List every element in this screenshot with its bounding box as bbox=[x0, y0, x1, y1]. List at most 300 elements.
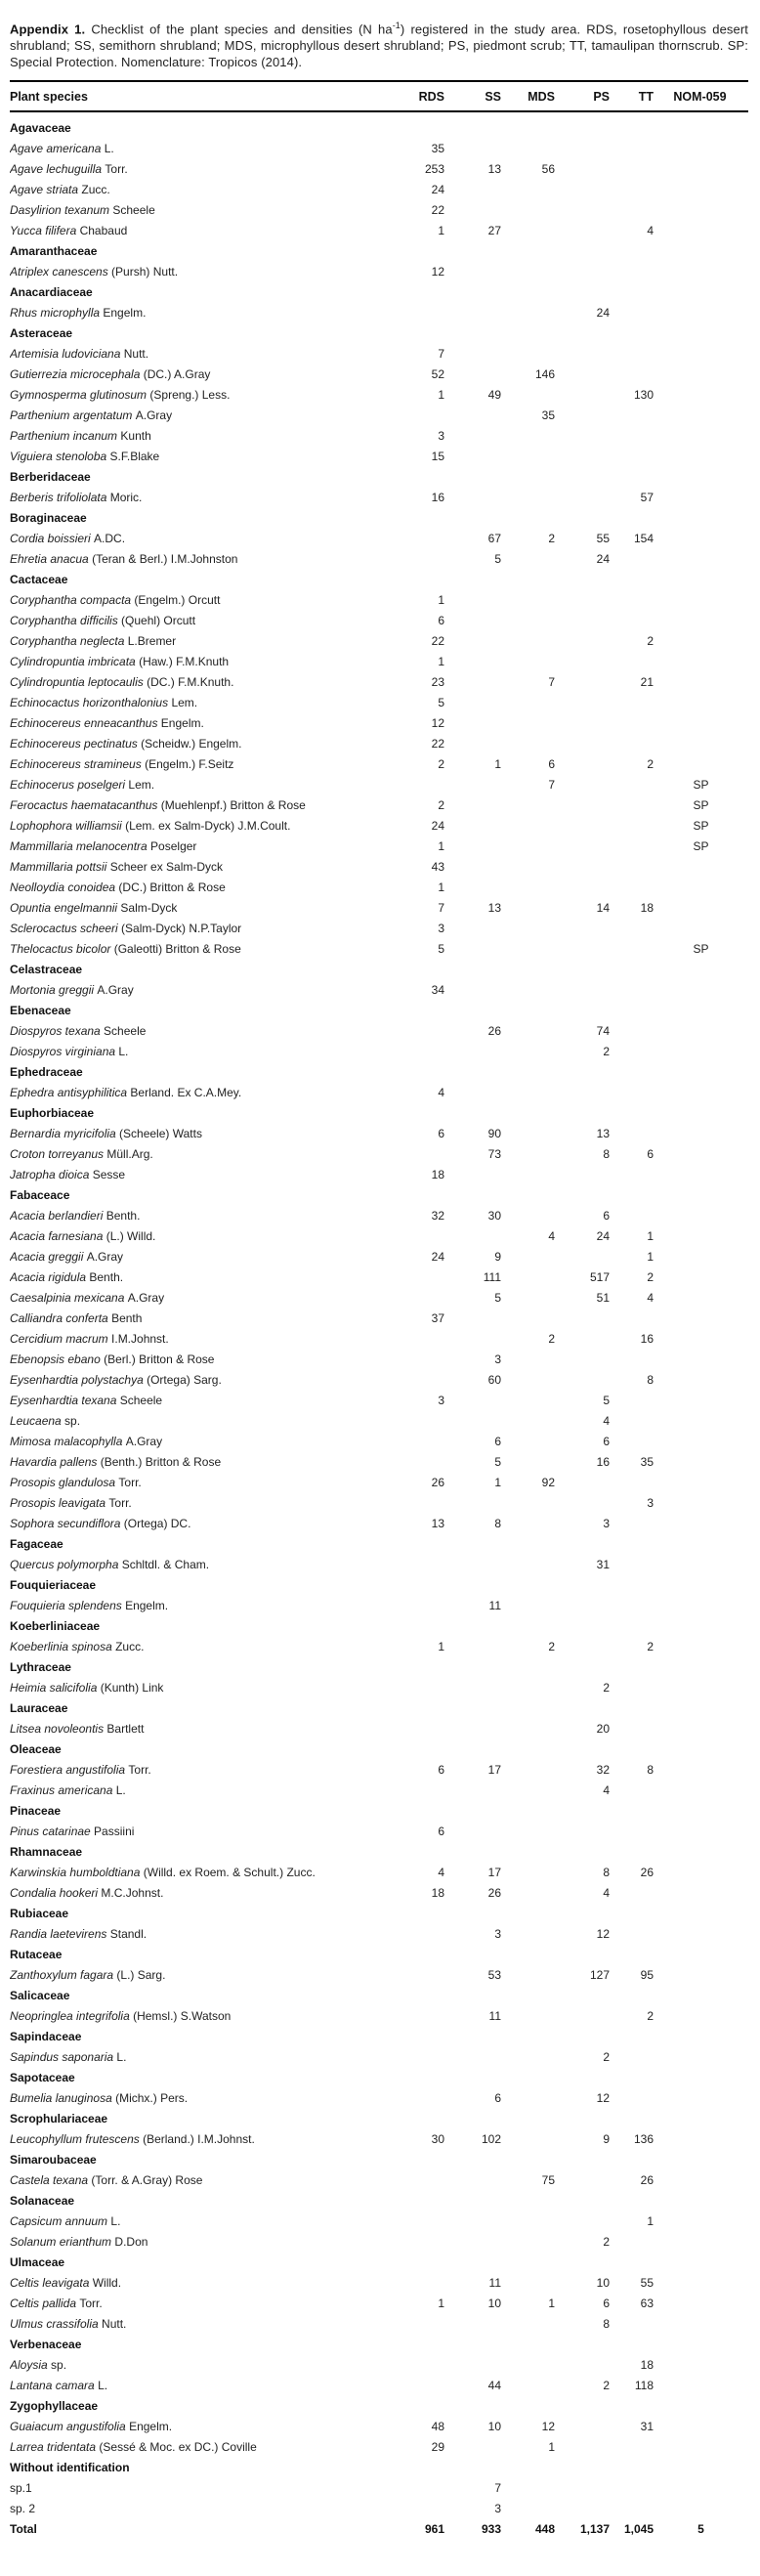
species-name: Mortonia greggii bbox=[10, 982, 95, 997]
density-value: 18 bbox=[640, 2357, 654, 2372]
density-value bbox=[610, 1061, 654, 1082]
nom059-value bbox=[654, 343, 748, 364]
density-value bbox=[501, 281, 555, 302]
species-row bbox=[10, 1964, 748, 1985]
density-value: 6 bbox=[603, 2296, 610, 2310]
density-value bbox=[555, 2190, 610, 2211]
column-header-rds: RDS bbox=[399, 81, 444, 111]
species-cell bbox=[10, 2313, 399, 2334]
species-row bbox=[10, 2046, 748, 2067]
species-cell bbox=[10, 199, 399, 220]
nom059-value bbox=[654, 1636, 748, 1656]
density-value bbox=[555, 425, 610, 446]
nom059-value bbox=[654, 2046, 748, 2067]
species-cell bbox=[10, 1041, 399, 1061]
density-value: 13 bbox=[487, 161, 501, 176]
family-name: Without identification bbox=[10, 2460, 130, 2474]
species-cell bbox=[10, 1882, 399, 1903]
species-cell bbox=[10, 1636, 399, 1656]
density-value: 32 bbox=[596, 1762, 610, 1777]
species-name: Leucophyllum frutescens bbox=[10, 2131, 140, 2146]
density-value bbox=[555, 1184, 610, 1205]
species-row bbox=[10, 774, 748, 794]
density-value bbox=[501, 138, 555, 158]
density-value bbox=[610, 1841, 654, 1862]
species-authority: Torr. bbox=[76, 2296, 103, 2310]
family-row bbox=[10, 2334, 748, 2354]
density-value bbox=[501, 1143, 555, 1164]
density-value: 53 bbox=[487, 1967, 501, 1982]
species-authority: L. bbox=[107, 2213, 121, 2228]
nom059-value bbox=[654, 2190, 748, 2211]
appendix-caption-text-pre: Checklist of the plant species and densities (N ha bbox=[85, 21, 393, 37]
species-row bbox=[10, 589, 748, 610]
species-row bbox=[10, 2313, 748, 2334]
density-value bbox=[501, 1164, 555, 1184]
species-name: Yucca filifera bbox=[10, 223, 77, 237]
density-value bbox=[444, 1718, 501, 1739]
nom059-value bbox=[654, 1205, 748, 1225]
density-value bbox=[501, 1205, 555, 1225]
species-name: Gutierrezia microcephala bbox=[10, 366, 141, 381]
density-value: 4 bbox=[438, 1085, 444, 1099]
density-value bbox=[444, 959, 501, 979]
species-row bbox=[10, 1431, 748, 1451]
species-name: Agave striata bbox=[10, 182, 79, 196]
species-authority: A.DC. bbox=[90, 531, 126, 545]
density-value bbox=[399, 2026, 444, 2046]
density-value bbox=[444, 179, 501, 199]
nom059-value bbox=[654, 111, 748, 138]
density-value: 154 bbox=[633, 531, 654, 545]
density-value bbox=[444, 1677, 501, 1697]
species-row bbox=[10, 343, 748, 364]
species-row bbox=[10, 425, 748, 446]
density-value bbox=[501, 261, 555, 281]
family-name: Koeberliniaceae bbox=[10, 1618, 101, 1633]
density-value: 37 bbox=[431, 1310, 444, 1325]
density-value bbox=[555, 1308, 610, 1328]
density-value bbox=[555, 2457, 610, 2477]
species-authority: Chabaud bbox=[76, 223, 128, 237]
density-value bbox=[444, 774, 501, 794]
density-value bbox=[444, 610, 501, 630]
species-cell bbox=[10, 938, 399, 959]
species-cell bbox=[10, 2436, 399, 2457]
family-row bbox=[10, 1184, 748, 1205]
density-value bbox=[501, 1492, 555, 1513]
nom059-value bbox=[654, 1492, 748, 1513]
species-row bbox=[10, 1636, 748, 1656]
table-body bbox=[10, 111, 748, 2539]
species-name: Echinocactus horizonthalonius bbox=[10, 695, 169, 709]
density-value bbox=[555, 2149, 610, 2169]
density-value bbox=[444, 2354, 501, 2375]
density-value: 2 bbox=[548, 1331, 555, 1346]
species-cell bbox=[10, 1718, 399, 1739]
density-value: 30 bbox=[431, 2131, 444, 2146]
species-cell bbox=[10, 692, 399, 712]
density-value bbox=[501, 712, 555, 733]
species-authority: (Ortega) Sarg. bbox=[143, 1372, 222, 1387]
density-value: 1 bbox=[438, 2296, 444, 2310]
family-row bbox=[10, 507, 748, 528]
species-authority: (Michx.) Pers. bbox=[111, 2090, 189, 2105]
density-value bbox=[399, 1287, 444, 1308]
column-header-nom-059: NOM-059 bbox=[654, 81, 748, 111]
species-name: Zanthoxylum fagara bbox=[10, 1967, 114, 1982]
species-cell bbox=[10, 1862, 399, 1882]
species-row bbox=[10, 1390, 748, 1410]
species-authority: I.M.Johnst. bbox=[107, 1331, 169, 1346]
density-value bbox=[399, 1492, 444, 1513]
density-value bbox=[399, 2067, 444, 2087]
density-value: 961 bbox=[424, 2521, 444, 2536]
density-value: 6 bbox=[647, 1146, 654, 1161]
density-value bbox=[555, 1985, 610, 2005]
species-row bbox=[10, 1082, 748, 1102]
species-row bbox=[10, 651, 748, 671]
density-value bbox=[399, 528, 444, 548]
density-value: 5 bbox=[494, 551, 501, 566]
density-value bbox=[610, 1390, 654, 1410]
species-name: Lantana camara bbox=[10, 2378, 95, 2392]
nom059-value bbox=[654, 979, 748, 1000]
species-cell bbox=[10, 384, 399, 405]
density-value: 24 bbox=[596, 305, 610, 320]
species-row bbox=[10, 1513, 748, 1533]
family-name: Sapotaceae bbox=[10, 2070, 75, 2084]
density-value bbox=[610, 179, 654, 199]
family-name: Lythraceae bbox=[10, 1659, 71, 1674]
density-value bbox=[610, 2334, 654, 2354]
species-authority: L.Bremer bbox=[124, 633, 177, 648]
family-name: Rubiaceae bbox=[10, 1906, 69, 1920]
density-value bbox=[444, 733, 501, 753]
species-cell bbox=[10, 1164, 399, 1184]
caption-superscript: -1 bbox=[392, 21, 401, 30]
species-row bbox=[10, 2128, 748, 2149]
species-authority: Engelm. bbox=[100, 305, 147, 320]
density-value bbox=[501, 1533, 555, 1554]
density-value bbox=[610, 610, 654, 630]
nom059-value bbox=[654, 1554, 748, 1574]
density-value bbox=[555, 1164, 610, 1184]
species-cell bbox=[10, 897, 399, 918]
species-row bbox=[10, 1677, 748, 1697]
nom059-value bbox=[654, 959, 748, 979]
density-value bbox=[555, 322, 610, 343]
density-value bbox=[555, 1821, 610, 1841]
species-name: Coryphantha compacta bbox=[10, 592, 132, 607]
species-cell bbox=[10, 1143, 399, 1164]
species-row bbox=[10, 1410, 748, 1431]
density-value bbox=[501, 794, 555, 815]
density-value bbox=[501, 1821, 555, 1841]
density-value bbox=[610, 2231, 654, 2252]
species-name: Berberis trifoliolata bbox=[10, 490, 107, 504]
density-value bbox=[610, 589, 654, 610]
nom059-value bbox=[654, 1964, 748, 1985]
family-row bbox=[10, 569, 748, 589]
density-value: 22 bbox=[431, 736, 444, 751]
density-value bbox=[501, 446, 555, 466]
density-value bbox=[399, 240, 444, 261]
density-value bbox=[555, 405, 610, 425]
species-authority: M.C.Johnst. bbox=[98, 1885, 164, 1900]
family-name: Berberidaceae bbox=[10, 469, 91, 484]
species-cell bbox=[10, 1451, 399, 1472]
nom059-value bbox=[654, 1390, 748, 1410]
density-value bbox=[399, 2313, 444, 2334]
density-value: 127 bbox=[589, 1967, 610, 1982]
species-name: Acacia farnesiana bbox=[10, 1228, 104, 1243]
family-name: Oleaceae bbox=[10, 1741, 62, 1756]
species-cell bbox=[10, 877, 399, 897]
species-cell bbox=[10, 364, 399, 384]
species-authority: (Teran & Berl.) I.M.Johnston bbox=[88, 551, 238, 566]
density-value bbox=[501, 1903, 555, 1923]
species-authority: L. bbox=[113, 2049, 127, 2064]
species-cell bbox=[10, 610, 399, 630]
species-authority: Zucc. bbox=[78, 182, 110, 196]
nom059-value bbox=[654, 2457, 748, 2477]
nom059-value bbox=[654, 2477, 748, 2498]
density-value bbox=[399, 2252, 444, 2272]
density-value bbox=[610, 138, 654, 158]
density-value: 43 bbox=[431, 859, 444, 874]
nom059-value bbox=[654, 1739, 748, 1759]
family-name: Ephedraceae bbox=[10, 1064, 83, 1079]
density-value bbox=[555, 2436, 610, 2457]
density-value bbox=[399, 1102, 444, 1123]
nom059-value bbox=[654, 1780, 748, 1800]
species-cell bbox=[10, 1390, 399, 1410]
species-cell bbox=[10, 2211, 399, 2231]
density-value bbox=[501, 1656, 555, 1677]
species-name: Eysenhardtia texana bbox=[10, 1393, 117, 1407]
density-value bbox=[501, 733, 555, 753]
density-value bbox=[555, 2026, 610, 2046]
density-value bbox=[399, 2108, 444, 2128]
species-row bbox=[10, 733, 748, 753]
density-value bbox=[399, 2498, 444, 2518]
density-value bbox=[610, 1184, 654, 1205]
family-name: Zygophyllaceae bbox=[10, 2398, 99, 2413]
density-value bbox=[444, 466, 501, 487]
density-value bbox=[555, 487, 610, 507]
density-value bbox=[444, 1554, 501, 1574]
nom059-value bbox=[654, 446, 748, 466]
species-name: Atriplex canescens bbox=[10, 264, 108, 279]
species-authority: Poselger bbox=[147, 838, 197, 853]
density-value bbox=[555, 815, 610, 836]
density-value: 17 bbox=[487, 1762, 501, 1777]
density-value bbox=[555, 1697, 610, 1718]
species-name: Litsea novoleontis bbox=[10, 1721, 105, 1736]
density-value: 57 bbox=[640, 490, 654, 504]
density-value bbox=[501, 2477, 555, 2498]
nom059-value bbox=[654, 2087, 748, 2108]
density-value bbox=[610, 1903, 654, 1923]
species-row bbox=[10, 1225, 748, 1246]
nom059-value bbox=[654, 733, 748, 753]
species-authority: (Spreng.) Less. bbox=[147, 387, 231, 402]
species-name: Bumelia lanuginosa bbox=[10, 2090, 112, 2105]
density-value bbox=[444, 2395, 501, 2416]
density-value: 2 bbox=[647, 633, 654, 648]
family-name: Scrophulariaceae bbox=[10, 2111, 108, 2125]
nom059-value bbox=[654, 1697, 748, 1718]
density-value bbox=[555, 158, 610, 179]
density-value bbox=[444, 877, 501, 897]
density-value: 13 bbox=[596, 1126, 610, 1140]
density-value bbox=[501, 1102, 555, 1123]
density-value: 32 bbox=[431, 1208, 444, 1223]
density-value: 18 bbox=[431, 1167, 444, 1181]
species-name: Heimia salicifolia bbox=[10, 1680, 98, 1695]
density-value bbox=[555, 2498, 610, 2518]
species-name: Leucaena bbox=[10, 1413, 62, 1428]
species-row bbox=[10, 1923, 748, 1944]
density-value: 12 bbox=[431, 264, 444, 279]
species-row bbox=[10, 528, 748, 548]
density-value: 5 bbox=[438, 695, 444, 709]
density-value bbox=[399, 2477, 444, 2498]
density-value bbox=[555, 2169, 610, 2190]
density-value bbox=[444, 2067, 501, 2087]
species-cell bbox=[10, 712, 399, 733]
species-cell bbox=[10, 261, 399, 281]
density-value bbox=[501, 815, 555, 836]
family-row bbox=[10, 2149, 748, 2169]
species-authority: Torr. bbox=[115, 1475, 142, 1489]
species-cell bbox=[10, 979, 399, 1000]
density-value bbox=[444, 794, 501, 815]
family-row bbox=[10, 2395, 748, 2416]
density-value bbox=[444, 2046, 501, 2067]
density-value bbox=[501, 1123, 555, 1143]
density-value bbox=[610, 1718, 654, 1739]
family-row bbox=[10, 1102, 748, 1123]
species-density-table bbox=[10, 80, 748, 2539]
density-value: 20 bbox=[596, 1721, 610, 1736]
density-value: 9 bbox=[603, 2131, 610, 2146]
nom059-value bbox=[654, 1513, 748, 1533]
species-authority: Schltdl. & Cham. bbox=[118, 1557, 210, 1571]
species-cell bbox=[10, 2169, 399, 2190]
species-name: Coryphantha difficilis bbox=[10, 613, 118, 627]
species-name: Koeberlinia spinosa bbox=[10, 1639, 112, 1653]
density-value bbox=[555, 753, 610, 774]
density-value bbox=[610, 158, 654, 179]
density-value: 2 bbox=[603, 1680, 610, 1695]
density-value bbox=[399, 569, 444, 589]
nom059-value bbox=[654, 1041, 748, 1061]
density-value bbox=[399, 774, 444, 794]
density-value bbox=[610, 815, 654, 836]
density-value bbox=[501, 1287, 555, 1308]
density-value bbox=[610, 261, 654, 281]
family-row bbox=[10, 2108, 748, 2128]
density-value: 23 bbox=[431, 674, 444, 689]
density-value bbox=[610, 1164, 654, 1184]
density-value: 1 bbox=[647, 1228, 654, 1243]
family-name: Fabaceace bbox=[10, 1187, 70, 1202]
density-value bbox=[555, 138, 610, 158]
species-row bbox=[10, 671, 748, 692]
nom059-value bbox=[654, 2272, 748, 2293]
density-value bbox=[399, 2169, 444, 2190]
nom059-value bbox=[654, 179, 748, 199]
species-row bbox=[10, 261, 748, 281]
nom059-value bbox=[654, 2231, 748, 2252]
species-row bbox=[10, 1821, 748, 1841]
density-value bbox=[501, 856, 555, 877]
density-value bbox=[399, 1780, 444, 1800]
density-value bbox=[501, 1923, 555, 1944]
species-name: sp.1 bbox=[10, 2480, 32, 2495]
density-value: 2 bbox=[603, 2049, 610, 2064]
density-value: 6 bbox=[494, 2090, 501, 2105]
species-authority: Torr. bbox=[106, 1495, 132, 1510]
density-value bbox=[399, 1964, 444, 1985]
density-value: 1 bbox=[438, 880, 444, 894]
density-value bbox=[610, 2190, 654, 2211]
density-value: 253 bbox=[424, 161, 444, 176]
density-value bbox=[555, 630, 610, 651]
density-value: 6 bbox=[438, 613, 444, 627]
density-value bbox=[555, 938, 610, 959]
species-name: Capsicum annuum bbox=[10, 2213, 108, 2228]
family-row bbox=[10, 1841, 748, 1862]
density-value bbox=[501, 487, 555, 507]
density-value: 14 bbox=[596, 900, 610, 915]
nom059-value bbox=[654, 384, 748, 405]
density-value bbox=[555, 712, 610, 733]
density-value: 11 bbox=[488, 1598, 501, 1612]
species-cell bbox=[10, 1308, 399, 1328]
density-value bbox=[610, 302, 654, 322]
density-value bbox=[444, 918, 501, 938]
family-name: Amaranthaceae bbox=[10, 243, 98, 258]
density-value: 3 bbox=[603, 1516, 610, 1530]
density-value bbox=[555, 1349, 610, 1369]
density-value bbox=[555, 1000, 610, 1020]
species-authority: L. bbox=[112, 1782, 126, 1797]
nom059-value bbox=[654, 528, 748, 548]
species-authority: (Torr. & A.Gray) Rose bbox=[88, 2172, 203, 2187]
species-name: Mammillaria pottsii bbox=[10, 859, 107, 874]
family-row bbox=[10, 1739, 748, 1759]
density-value: 49 bbox=[487, 387, 501, 402]
density-value bbox=[501, 918, 555, 938]
species-row bbox=[10, 1369, 748, 1390]
density-value bbox=[501, 2231, 555, 2252]
density-value: 35 bbox=[640, 1454, 654, 1469]
species-row bbox=[10, 1451, 748, 1472]
species-cell bbox=[10, 1923, 399, 1944]
species-name: Calliandra conferta bbox=[10, 1310, 108, 1325]
species-cell bbox=[10, 158, 399, 179]
family-row bbox=[10, 111, 748, 138]
species-row bbox=[10, 836, 748, 856]
density-value bbox=[610, 2313, 654, 2334]
density-value bbox=[399, 1903, 444, 1923]
species-authority: Torr. bbox=[125, 1762, 151, 1777]
density-value bbox=[610, 1349, 654, 1369]
species-authority: Moric. bbox=[106, 490, 143, 504]
